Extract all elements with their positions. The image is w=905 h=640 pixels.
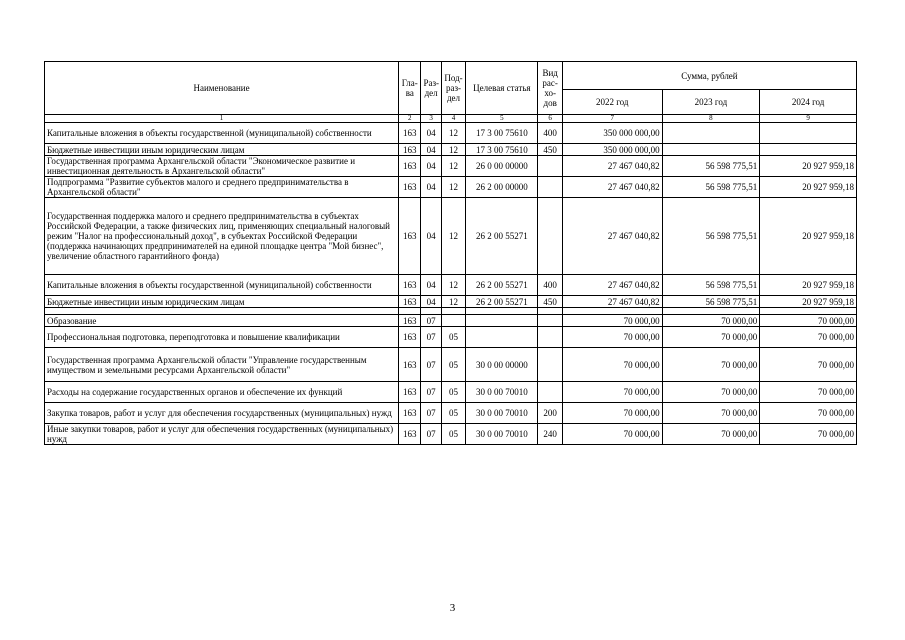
row-name: Закупка товаров, работ и услуг для обеспечения государственных (муниципальных) нужд (45, 403, 399, 424)
table-row (45, 348, 857, 382)
row-target: 26 2 00 55271 (466, 296, 538, 308)
row-sum-2024: 20 927 959,18 (760, 156, 857, 177)
row-name: Капитальные вложения в объекты государственной (муниципальной) собственности (45, 123, 399, 144)
row-sum-2024: 20 927 959,18 (760, 198, 857, 275)
row-chapter: 163 (399, 403, 421, 424)
table-row (45, 275, 857, 296)
row-chapter: 163 (399, 177, 421, 198)
row-sum-2023 (662, 123, 760, 144)
budget-table (44, 61, 857, 445)
row-section (421, 308, 441, 315)
col-section-header: Раз-дел (421, 62, 441, 115)
row-sum-2023 (662, 308, 760, 315)
row-subsection: 12 (441, 296, 465, 308)
row-chapter: 163 (399, 198, 421, 275)
row-exptype (538, 315, 562, 327)
col-index: 8 (662, 115, 760, 123)
col-index: 3 (421, 115, 441, 123)
row-chapter: 163 (399, 144, 421, 156)
col-index: 7 (562, 115, 662, 123)
table-row (45, 382, 857, 403)
row-exptype: 400 (538, 123, 562, 144)
row-target (466, 308, 538, 315)
row-target: 30 0 00 70010 (466, 403, 538, 424)
row-sum-2023: 56 598 775,51 (662, 156, 760, 177)
row-sum-2024: 20 927 959,18 (760, 296, 857, 308)
row-chapter: 163 (399, 327, 421, 348)
row-sum-2022 (562, 308, 662, 315)
table-row (45, 177, 857, 198)
row-sum-2023: 56 598 775,51 (662, 296, 760, 308)
table-row (45, 424, 857, 445)
row-target: 30 0 00 00000 (466, 348, 538, 382)
table-row (45, 308, 857, 315)
table-row (45, 123, 857, 144)
row-sum-2023: 70 000,00 (662, 327, 760, 348)
row-name (45, 308, 399, 315)
row-sum-2024: 70 000,00 (760, 348, 857, 382)
col-index: 9 (760, 115, 857, 123)
row-exptype (538, 198, 562, 275)
table-row (45, 327, 857, 348)
row-sum-2024 (760, 144, 857, 156)
col-2024-header: 2024 год (760, 90, 857, 115)
col-index: 2 (399, 115, 421, 123)
row-subsection: 05 (441, 424, 465, 445)
row-exptype: 450 (538, 144, 562, 156)
row-sum-2024: 20 927 959,18 (760, 177, 857, 198)
row-chapter: 163 (399, 315, 421, 327)
row-exptype: 200 (538, 403, 562, 424)
row-sum-2023: 70 000,00 (662, 424, 760, 445)
col-2022-header: 2022 год (562, 90, 662, 115)
row-sum-2022: 70 000,00 (562, 403, 662, 424)
row-section: 07 (421, 424, 441, 445)
row-sum-2022: 350 000 000,00 (562, 144, 662, 156)
row-section: 04 (421, 156, 441, 177)
row-exptype (538, 156, 562, 177)
row-sum-2022: 350 000 000,00 (562, 123, 662, 144)
col-2023-header: 2023 год (662, 90, 760, 115)
row-chapter: 163 (399, 382, 421, 403)
row-sum-2022: 70 000,00 (562, 424, 662, 445)
row-name: Государственная поддержка малого и среднего предпринимательства в субъектах Российской Федерации, а также физических лиц, применяющих специальный налоговый режим "Налог на профессиональный доход", в субъектах Российской Федерации (поддержка начинающих предпринимателей на единой площадке центра "Мой бизнес", увеличение областного гарантийного фонда) (45, 198, 399, 275)
row-name: Бюджетные инвестиции иным юридическим лицам (45, 144, 399, 156)
row-target: 26 0 00 00000 (466, 156, 538, 177)
col-index: 5 (466, 115, 538, 123)
col-index: 4 (441, 115, 465, 123)
row-target: 26 2 00 55271 (466, 198, 538, 275)
row-sum-2024: 70 000,00 (760, 424, 857, 445)
col-subsection-header: Под-раз-дел (441, 62, 465, 115)
row-sum-2024 (760, 308, 857, 315)
row-chapter: 163 (399, 156, 421, 177)
row-chapter: 163 (399, 123, 421, 144)
row-sum-2022: 70 000,00 (562, 382, 662, 403)
row-sum-2023: 56 598 775,51 (662, 275, 760, 296)
row-sum-2022: 27 467 040,82 (562, 177, 662, 198)
row-subsection: 12 (441, 177, 465, 198)
row-exptype (538, 348, 562, 382)
row-section: 04 (421, 198, 441, 275)
row-sum-2023: 56 598 775,51 (662, 177, 760, 198)
row-exptype (538, 177, 562, 198)
row-section: 04 (421, 123, 441, 144)
row-sum-2023: 56 598 775,51 (662, 198, 760, 275)
row-name: Образование (45, 315, 399, 327)
row-name: Подпрограмма "Развитие субъектов малого и среднего предпринимательства в Архангельской области" (45, 177, 399, 198)
row-target: 17 3 00 75610 (466, 123, 538, 144)
row-exptype (538, 327, 562, 348)
col-name-header: Наименование (45, 62, 399, 115)
row-target: 26 2 00 55271 (466, 275, 538, 296)
row-section: 07 (421, 382, 441, 403)
row-sum-2024: 70 000,00 (760, 403, 857, 424)
row-sum-2024: 70 000,00 (760, 315, 857, 327)
row-chapter: 163 (399, 296, 421, 308)
row-exptype: 400 (538, 275, 562, 296)
row-sum-2024: 20 927 959,18 (760, 275, 857, 296)
row-name: Бюджетные инвестиции иным юридическим лицам (45, 296, 399, 308)
table-row (45, 156, 857, 177)
col-index: 1 (45, 115, 399, 123)
row-section: 04 (421, 275, 441, 296)
col-chapter-header: Гла-ва (399, 62, 421, 115)
row-exptype: 240 (538, 424, 562, 445)
table-body (45, 123, 857, 445)
row-name: Капитальные вложения в объекты государственной (муниципальной) собственности (45, 275, 399, 296)
col-index: 6 (538, 115, 562, 123)
row-sum-2023 (662, 144, 760, 156)
row-chapter: 163 (399, 424, 421, 445)
row-subsection: 12 (441, 144, 465, 156)
row-section: 07 (421, 403, 441, 424)
row-target (466, 315, 538, 327)
row-exptype (538, 308, 562, 315)
row-name: Иные закупки товаров, работ и услуг для обеспечения государственных (муниципальных) нужд (45, 424, 399, 445)
row-section: 07 (421, 327, 441, 348)
row-sum-2022: 27 467 040,82 (562, 296, 662, 308)
row-target (466, 327, 538, 348)
row-subsection: 05 (441, 403, 465, 424)
row-sum-2024 (760, 123, 857, 144)
col-exptype-header: Вид рас-хо-дов (538, 62, 562, 115)
row-sum-2022: 27 467 040,82 (562, 275, 662, 296)
row-sum-2024: 70 000,00 (760, 382, 857, 403)
row-exptype: 450 (538, 296, 562, 308)
row-section: 07 (421, 348, 441, 382)
row-sum-2022: 27 467 040,82 (562, 156, 662, 177)
page-number: 3 (449, 602, 456, 614)
row-section: 07 (421, 315, 441, 327)
row-sum-2022: 27 467 040,82 (562, 198, 662, 275)
row-section: 04 (421, 177, 441, 198)
row-subsection: 12 (441, 198, 465, 275)
row-target: 30 0 00 70010 (466, 382, 538, 403)
row-chapter: 163 (399, 275, 421, 296)
row-subsection: 05 (441, 348, 465, 382)
col-target-header: Целевая статья (466, 62, 538, 115)
col-sum-header: Сумма, рублей (562, 62, 856, 90)
row-name: Государственная программа Архангельской области "Экономическое развитие и инвестиционная деятельность в Архангельской области" (45, 156, 399, 177)
row-subsection (441, 308, 465, 315)
row-sum-2023: 70 000,00 (662, 403, 760, 424)
table-row (45, 296, 857, 308)
row-target: 30 0 00 70010 (466, 424, 538, 445)
table-row (45, 315, 857, 327)
row-chapter: 163 (399, 348, 421, 382)
row-subsection: 12 (441, 123, 465, 144)
row-subsection: 12 (441, 156, 465, 177)
row-sum-2022: 70 000,00 (562, 327, 662, 348)
row-section: 04 (421, 144, 441, 156)
row-sum-2023: 70 000,00 (662, 348, 760, 382)
row-exptype (538, 382, 562, 403)
row-sum-2024: 70 000,00 (760, 327, 857, 348)
row-subsection: 12 (441, 275, 465, 296)
row-chapter (399, 308, 421, 315)
row-name: Профессиональная подготовка, переподготовка и повышение квалификации (45, 327, 399, 348)
row-sum-2023: 70 000,00 (662, 382, 760, 403)
row-target: 26 2 00 00000 (466, 177, 538, 198)
row-target: 17 3 00 75610 (466, 144, 538, 156)
row-sum-2022: 70 000,00 (562, 315, 662, 327)
row-name: Расходы на содержание государственных органов и обеспечение их функций (45, 382, 399, 403)
row-name: Государственная программа Архангельской области "Управление государственным имуществом и земельными ресурсами Архангельской области" (45, 348, 399, 382)
row-section: 04 (421, 296, 441, 308)
row-subsection (441, 315, 465, 327)
table-row (45, 403, 857, 424)
row-sum-2022: 70 000,00 (562, 348, 662, 382)
header-row (45, 62, 857, 90)
row-subsection: 05 (441, 327, 465, 348)
row-subsection: 05 (441, 382, 465, 403)
column-index-row (45, 115, 857, 123)
table-row (45, 198, 857, 275)
table-row (45, 144, 857, 156)
row-sum-2023: 70 000,00 (662, 315, 760, 327)
